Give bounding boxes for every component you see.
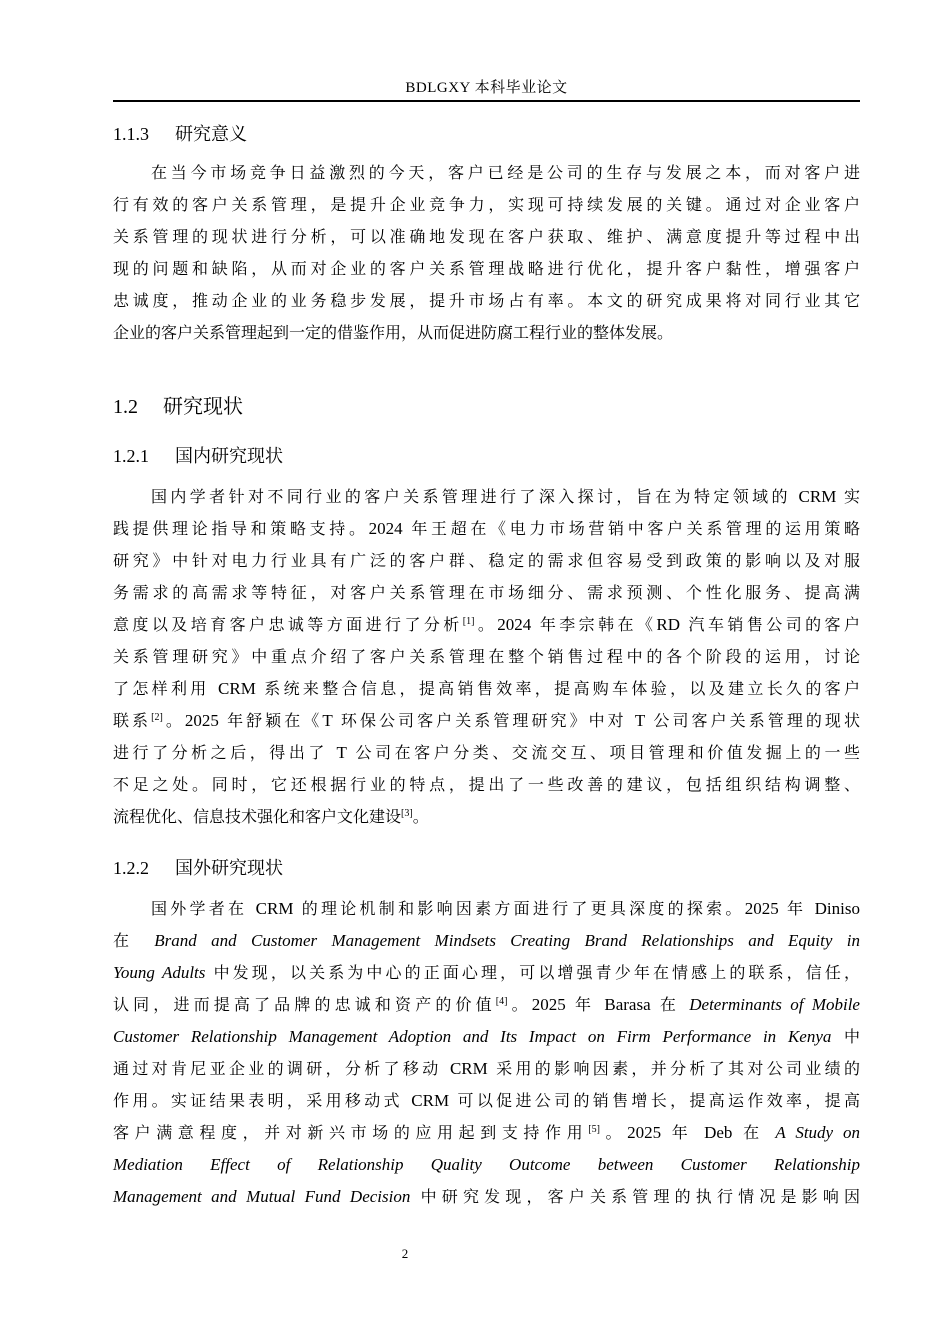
citation-ref: [4] [495, 996, 508, 1007]
paragraph-line: 国外学者在 CRM 的理论机制和影响因素方面进行了更具深度的探索。2025 年 Diniso [151, 899, 860, 918]
paragraph-line: 作用。实证结果表明，采用移动式 CRM 可以促进公司的销售增长，提高运作效率，提高 [113, 1091, 861, 1110]
paragraph-line: 通过对肯尼亚企业的调研，分析了移动 CRM 采用的影响因素，并分析了其对公司业绩的 [113, 1059, 860, 1078]
paragraph-line: 忠诚度，推动企业的业务稳步发展，提升市场占有率。本文的研究成果将对同行业其它 [113, 291, 860, 310]
paragraph-line: 践提供理论指导和策略支持。2024 年王超在《电力市场营销中客户关系管理的运用策略 [113, 519, 860, 538]
paragraph-line: Management and Mutual Fund Decision 中研究发现，客户关系管理的执行情况是影响因 [113, 1187, 860, 1206]
paragraph-line: 进行了分析之后，得出了 T 公司在客户分类、交流交互、项目管理和价值发掘上的一些 [113, 743, 860, 762]
header-rule [113, 100, 860, 102]
section-title: 研究现状 [163, 394, 243, 418]
section-heading-1-2-2 [113, 854, 283, 880]
paragraph-line: 意度以及培育客户忠诚等方面进行了分析[1]。2024 年李宗韩在《RD 汽车销售公司的客户 [113, 615, 860, 634]
paragraph-line: Mediation Effect of Relationship Quality Outcome between Customer Relationship [113, 1155, 860, 1174]
paragraph-line: 联系[2]。2025 年舒颖在《T 环保公司客户关系管理研究》中对 T 公司客户关系管理的现状 [113, 711, 860, 730]
section-number: 1.2.2 [113, 858, 149, 878]
citation-ref: [3] [401, 808, 413, 819]
paragraph-line: 不足之处。同时，它还根据行业的特点，提出了一些改善的建议，包括组织结构调整、 [113, 775, 860, 794]
paragraph-line: 研究》中针对电力行业具有广泛的客户群、稳定的需求但容易受到政策的影响以及对服 [113, 551, 860, 570]
section-number: 1.2 [113, 396, 138, 418]
paragraph-line: 关系管理的现状进行分析，可以准确地发现在客户获取、维护、满意度提升等过程中出 [113, 227, 860, 246]
paragraph-line: 国内学者针对不同行业的客户关系管理进行了深入探讨，旨在为特定领域的 CRM 实 [151, 487, 860, 506]
paragraph-line: Customer Relationship Management Adoption and Its Impact on Firm Performance in Kenya 中 [113, 1027, 860, 1046]
paragraph-line: 企业的客户关系管理起到一定的借鉴作用，从而促进防腐工程行业的整体发展。 [113, 323, 674, 342]
paragraph-line: 关系管理研究》中重点介绍了客户关系管理在整个销售过程中的各个阶段的运用，讨论 [113, 647, 860, 666]
section-heading-1-1-3 [113, 120, 247, 146]
section-title: 国内研究现状 [175, 446, 283, 467]
page-number: 2 [401, 1246, 409, 1261]
paragraph-line: 流程优化、信息技术强化和客户文化建设[3]。 [113, 807, 429, 826]
paragraph-line: 在 Brand and Customer Management Mindsets Creating Brand Relationships and Equity in [113, 931, 860, 950]
paragraph-line: 务需求的高需求等特征，对客户关系管理在市场细分、需求预测、个性化服务、提高满 [113, 583, 860, 602]
citation-ref: [5] [588, 1124, 600, 1135]
section-title: 国外研究现状 [175, 858, 283, 879]
paragraph-line: 行有效的客户关系管理，是提升企业竞争力，实现可持续发展的关键。通过对企业客户 [113, 195, 860, 214]
citation-ref: [1] [462, 616, 475, 627]
paragraph-line: 现的问题和缺陷，从而对企业的客户关系管理战略进行优化，提升客户黏性，增强客户 [113, 259, 860, 278]
paragraph-line: 客户满意程度，并对新兴市场的应用起到支持作用[5]。2025 年 Deb 在 A Study on [113, 1123, 860, 1142]
paragraph-line: Young Adults 中发现，以关系为中心的正面心理，可以增强青少年在情感上的联系，信任， [113, 963, 860, 982]
paragraph-line: 了怎样利用 CRM 系统来整合信息，提高销售效率，提高购车体验，以及建立长久的客户 [113, 679, 860, 698]
section-title: 研究意义 [175, 124, 247, 145]
running-header: BDLGXY 本科毕业论文 [405, 80, 568, 96]
section-number: 1.2.1 [113, 446, 149, 466]
section-heading-1-2-1 [113, 442, 283, 468]
citation-ref: [2] [151, 712, 163, 723]
paragraph-line: 在当今市场竞争日益激烈的今天，客户已经是公司的生存与发展之本，而对客户进 [151, 163, 860, 182]
section-number: 1.1.3 [113, 124, 149, 144]
section-heading-1-2 [113, 390, 243, 419]
paragraph-line: 认同，进而提高了品牌的忠诚和资产的价值[4]。2025 年 Barasa 在 Determinants of Mobile [113, 995, 860, 1014]
